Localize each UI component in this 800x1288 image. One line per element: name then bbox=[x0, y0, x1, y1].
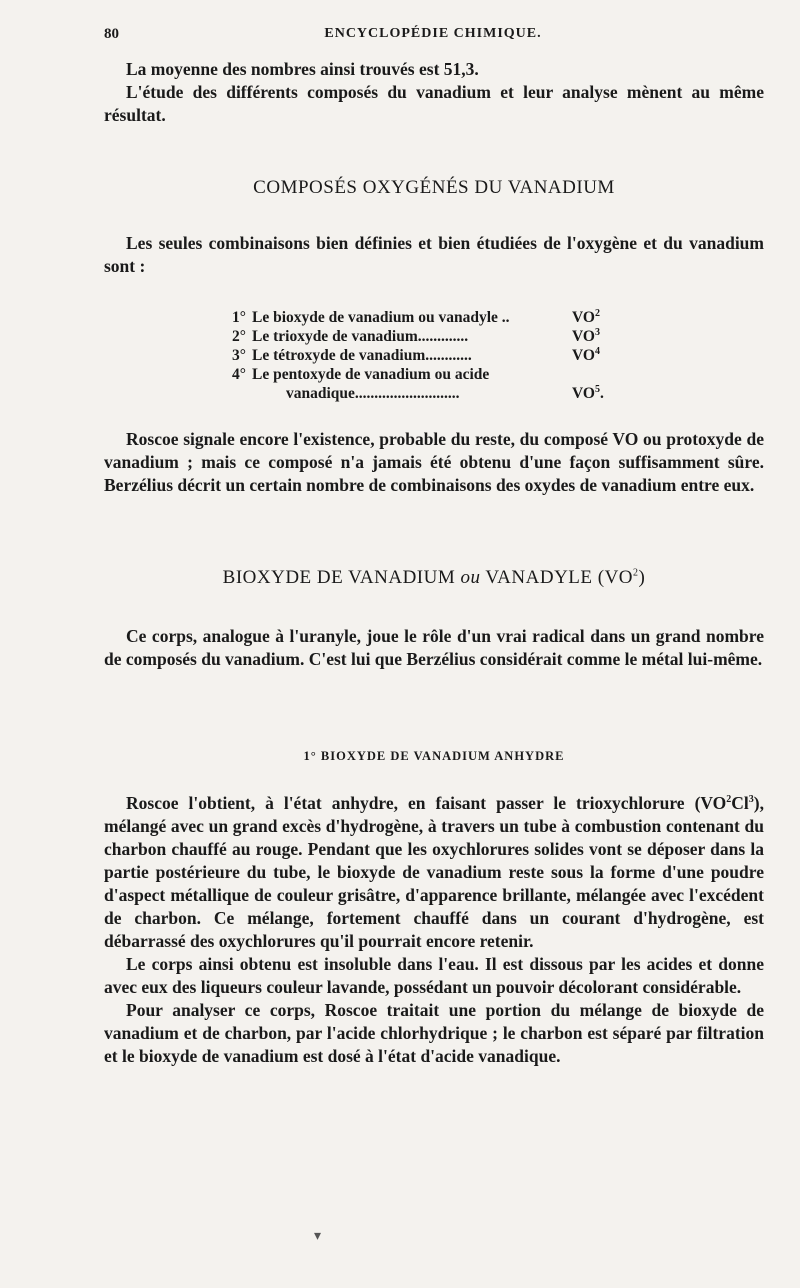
formula-base: VO bbox=[572, 385, 595, 402]
formula-exponent: 2 bbox=[726, 794, 732, 806]
analysis-paragraph: Pour analyser ce corps, Roscoe traitait une portion du mélange de bioxyde de vanadium et de charbon, par l'acide chlorhydrique ; le charbon est séparé par filtration et le bioxyde de vanadium est dosé à l'état d'acide vanadique. bbox=[104, 1000, 764, 1066]
ink-speck: ▾ bbox=[314, 1229, 322, 1244]
section-lead-paragraph: Les seules combinaisons bien définies et bien étudiées de l'oxygène et du vanadium sont : bbox=[104, 233, 764, 276]
formula-exponent: 4 bbox=[594, 345, 600, 357]
text-run: Cl bbox=[731, 793, 749, 813]
list-item-name: Le bioxyde de vanadium ou vanadyle .. bbox=[252, 309, 510, 326]
section-heading bbox=[104, 567, 764, 589]
uranyle-paragraph: Ce corps, analogue à l'uranyle, joue le rôle d'un vrai radical dans un grand nombre de composés du vanadium. C'est lui que Berzélius considérait comme le métal lui-même. bbox=[104, 626, 764, 669]
roscoe-paragraph: Roscoe signale encore l'existence, probable du reste, du composé VO ou protoxyde de vanadium ; mais ce composé n'a jamais été obtenu d'une façon suffisamment sûre. Berzélius décrit un certain nombre de combinaisons des oxydes de vanadium entre eux. bbox=[104, 429, 764, 495]
formula-base: VO bbox=[572, 309, 595, 326]
page-header bbox=[104, 26, 762, 48]
formula-exponent: 2 bbox=[594, 307, 600, 319]
list-item-number: 1° bbox=[232, 309, 246, 326]
section-bioxyde bbox=[104, 567, 764, 589]
list-item-formula bbox=[572, 346, 632, 365]
section-oxygen-compounds bbox=[104, 177, 764, 199]
list-item-number: 4° bbox=[232, 366, 246, 383]
list-item bbox=[218, 308, 658, 327]
list-item-number bbox=[218, 384, 252, 403]
subsection-anhydre bbox=[104, 749, 764, 764]
list-item bbox=[218, 384, 658, 403]
preparation-paragraph bbox=[104, 792, 764, 953]
list-item bbox=[218, 346, 658, 365]
formula-suffix: . bbox=[599, 385, 604, 402]
list-item-formula bbox=[572, 384, 632, 403]
text-run: Roscoe l'obtient, à l'état anhydre, en faisant passer le trioxychlorure (VO bbox=[126, 793, 727, 813]
list-item-number: 3° bbox=[232, 347, 246, 364]
formula-base: VO bbox=[572, 347, 595, 364]
list-item-formula bbox=[572, 327, 632, 346]
page-number: 80 bbox=[104, 26, 119, 42]
intro-paragraph-2: L'étude des différents composés du vanadium et leur analyse mènent au même résultat. bbox=[104, 82, 764, 125]
subsection-heading: 1° BIOXYDE DE VANADIUM ANHYDRE bbox=[303, 749, 565, 763]
section-heading: COMPOSÉS OXYGÉNÉS DU VANADIUM bbox=[253, 177, 615, 198]
heading-part: VANADYLE (VO bbox=[485, 567, 634, 588]
list-item-name: Le tétroxyde de vanadium............ bbox=[252, 347, 472, 364]
section-oxygen-lead bbox=[104, 232, 764, 278]
intro bbox=[104, 58, 764, 127]
oxide-list bbox=[218, 308, 658, 403]
running-title: ENCYCLOPÉDIE CHIMIQUE. bbox=[324, 26, 542, 41]
heading-part: ) bbox=[638, 567, 646, 588]
heading-conjunction: ou bbox=[460, 567, 481, 588]
section-bioxyde-body bbox=[104, 625, 764, 671]
list-item bbox=[218, 365, 658, 384]
formula-exponent: 3 bbox=[748, 794, 754, 806]
list-item-name: Le trioxyde de vanadium............. bbox=[252, 328, 469, 345]
list-item bbox=[218, 327, 658, 346]
formula-exponent: 3 bbox=[594, 326, 600, 338]
list-item-formula bbox=[572, 365, 632, 384]
subsection-anhydre-body bbox=[104, 792, 764, 1068]
heading-exponent: 2 bbox=[633, 567, 639, 579]
list-item-formula bbox=[572, 308, 632, 327]
section-oxygen-after bbox=[104, 428, 764, 497]
properties-paragraph: Le corps ainsi obtenu est insoluble dans l'eau. Il est dissous par les acides et donne avec eux des liqueurs couleur lavande, possédant un pouvoir décolorant considérable. bbox=[104, 954, 764, 997]
formula-exponent: 5 bbox=[594, 383, 600, 395]
list-item-name: vanadique........................... bbox=[286, 385, 460, 402]
intro-paragraph-1: La moyenne des nombres ainsi trouvés est 51,3. bbox=[126, 59, 479, 79]
text-run: ), mélangé avec un grand excès d'hydrogène, à travers un tube à combustion contenant du charbon chauffé au rouge. Pendant que les oxychlorures solides vont se déposer dans la partie postérieure du tube, le bioxyde de vanadium reste sous la forme d'une poudre d'aspect métallique de couleur grisâtre, d'apparence brillante, mélangée avec l'excédent de charbon. Ce mélange, fortement chauffé dans un courant d'hydrogène, est débarrassé des oxychlorures qu'il pourrait encore retenir. bbox=[104, 793, 764, 951]
heading-part: BIOXYDE DE VANADIUM bbox=[222, 567, 456, 588]
list-item-name: Le pentoxyde de vanadium ou acide bbox=[252, 366, 490, 383]
list-item-number: 2° bbox=[232, 328, 246, 345]
formula-base: VO bbox=[572, 328, 595, 345]
